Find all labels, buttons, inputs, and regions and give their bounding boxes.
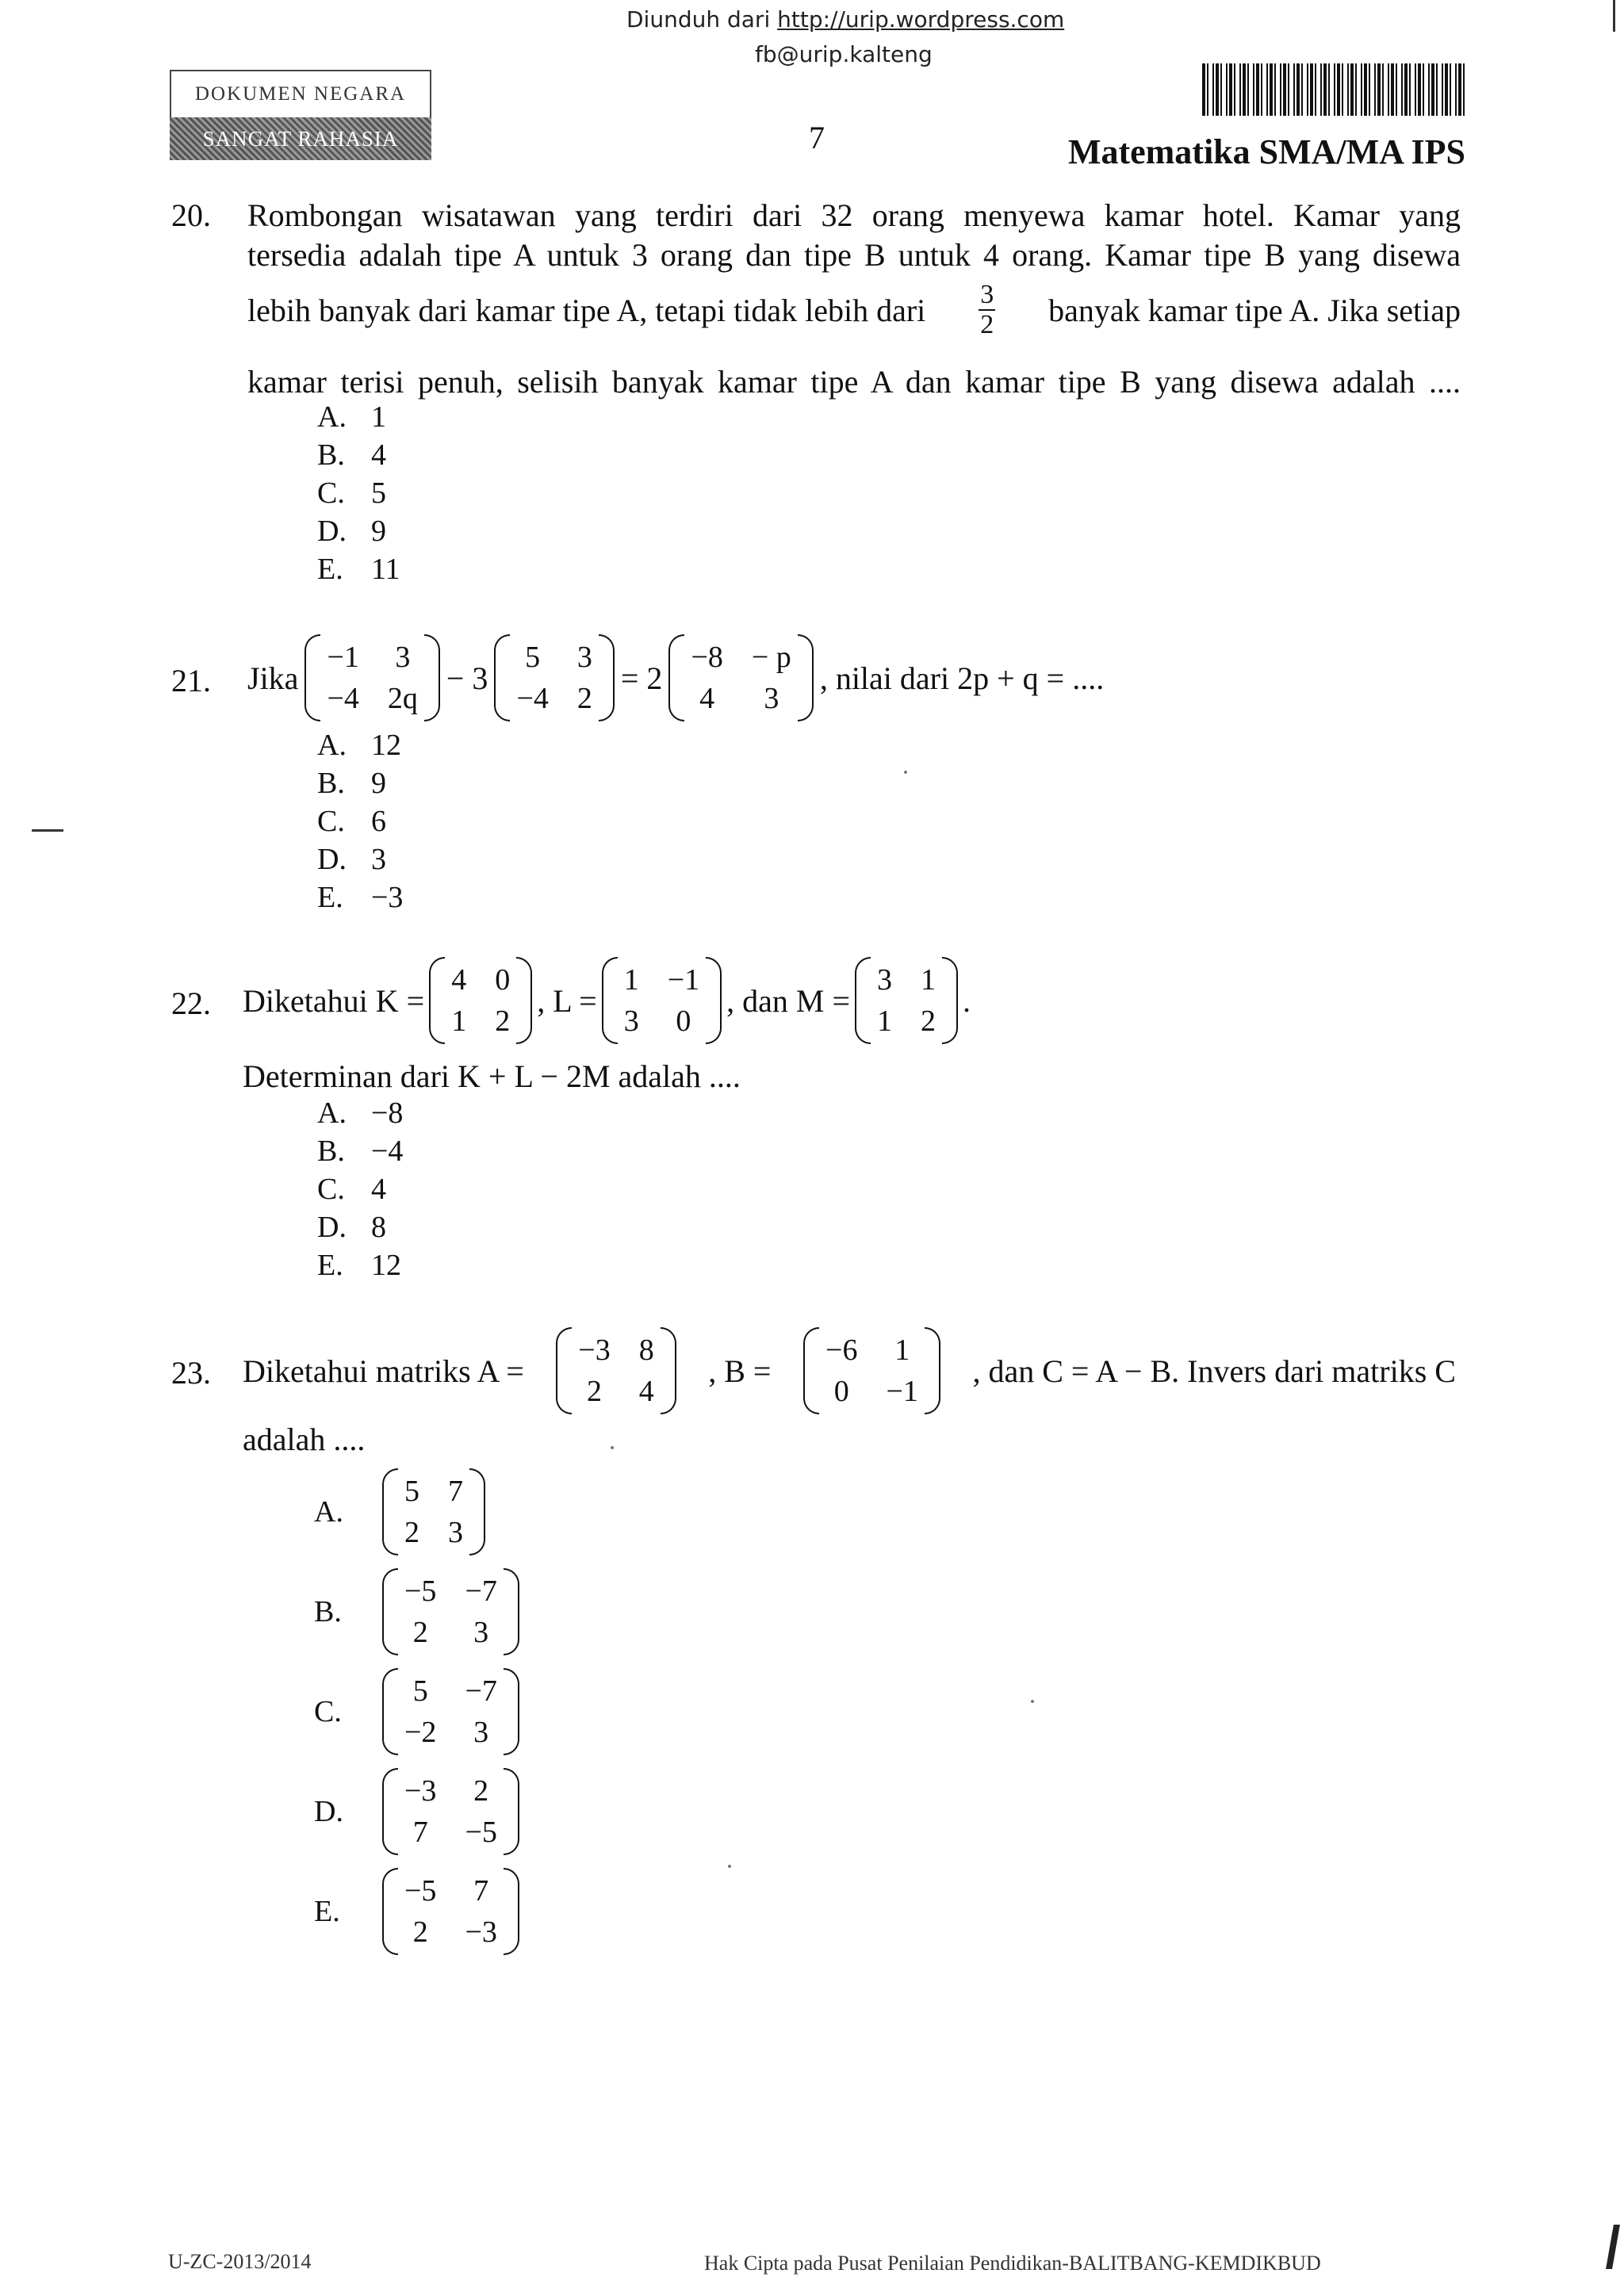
option-matrix xyxy=(382,1568,519,1655)
question-22-options xyxy=(317,1096,403,1286)
option-letter: D. xyxy=(314,1795,343,1828)
option-value: −3 xyxy=(371,881,404,914)
question-21-number: 21. xyxy=(171,663,211,698)
matrix-cell: 3 xyxy=(623,1004,639,1038)
matrix-a xyxy=(556,1327,676,1414)
footer-code: U-ZC-2013/2014 xyxy=(168,2250,312,2273)
scan-speck xyxy=(728,1865,731,1868)
page-number: 7 xyxy=(809,120,825,155)
matrix-cell: − p xyxy=(751,641,791,674)
fraction-numerator: 3 xyxy=(980,280,994,309)
label-l: , L = xyxy=(537,982,597,1019)
option-e[interactable] xyxy=(314,1862,519,1961)
option-letter: E. xyxy=(317,881,343,914)
matrix-cell: 5 xyxy=(404,1475,419,1508)
label-m: , dan M = xyxy=(726,982,851,1019)
matrix-3 xyxy=(668,634,813,721)
option-value: 4 xyxy=(371,1173,386,1206)
question-20-line-4: kamar terisi penuh, selisih banyak kamar tipe A dan kamar tipe B yang disewa adalah .... xyxy=(247,364,1461,400)
matrix-cell: 2q xyxy=(387,682,418,715)
matrix-cell: 0 xyxy=(495,963,511,997)
question-22-stem xyxy=(243,951,971,1050)
question-23-line-2: adalah .... xyxy=(243,1422,366,1457)
document-classification-box xyxy=(170,70,431,160)
question-21-intro: Jika xyxy=(247,660,299,696)
option-letter: C. xyxy=(314,1695,342,1728)
matrix-cell: 3 xyxy=(473,1616,489,1649)
source-prefix: Diunduh dari xyxy=(626,6,771,33)
matrix-cell: 7 xyxy=(448,1475,463,1508)
matrix-cell: 3 xyxy=(877,963,893,997)
barcode xyxy=(1202,63,1467,116)
option-value: 4 xyxy=(371,438,386,472)
source-link[interactable]: http://urip.wordpress.com xyxy=(777,6,1065,33)
matrix-cell: −1 xyxy=(886,1375,918,1408)
option-value: 8 xyxy=(371,1211,386,1244)
question-23-number: 23. xyxy=(171,1355,211,1391)
matrix-cell: −1 xyxy=(667,963,700,997)
option-value: 9 xyxy=(371,767,386,800)
option-matrix xyxy=(382,1868,519,1955)
question-23-intro: Diketahui matriks A = xyxy=(243,1353,524,1389)
question-23-options xyxy=(314,1462,519,1961)
option-e[interactable] xyxy=(317,552,400,590)
option-letter: A. xyxy=(314,1495,343,1529)
matrix-cell: 2 xyxy=(404,1516,419,1549)
matrix-cell: 1 xyxy=(623,963,639,997)
fraction-denominator: 2 xyxy=(980,310,994,339)
option-c[interactable] xyxy=(317,804,403,842)
option-letter: D. xyxy=(317,843,347,876)
scan-speck xyxy=(1031,1700,1034,1703)
matrix-cell: −6 xyxy=(825,1334,858,1367)
option-d[interactable] xyxy=(314,1762,519,1862)
option-letter: A. xyxy=(317,729,347,762)
option-value: 3 xyxy=(371,843,386,876)
matrix-cell: 5 xyxy=(412,1674,428,1708)
option-letter: E. xyxy=(317,1249,343,1282)
question-20-line-3 xyxy=(247,281,1461,339)
matrix-cell: 0 xyxy=(833,1375,849,1408)
option-b[interactable] xyxy=(317,438,400,476)
option-value: −8 xyxy=(371,1096,404,1130)
option-a[interactable] xyxy=(314,1462,519,1562)
question-22-number: 22. xyxy=(171,985,211,1021)
option-c[interactable] xyxy=(317,1172,403,1210)
matrix-cell: 2 xyxy=(412,1915,428,1949)
matrix-cell: −4 xyxy=(516,682,549,715)
option-e[interactable] xyxy=(317,880,403,918)
matrix-1 xyxy=(304,634,439,721)
question-20-options xyxy=(317,400,400,590)
option-a[interactable] xyxy=(317,728,403,766)
option-b[interactable] xyxy=(314,1562,519,1662)
matrix-cell: 4 xyxy=(699,682,715,715)
option-letter: A. xyxy=(317,1096,347,1130)
option-b[interactable] xyxy=(317,1134,403,1172)
source-facebook: fb@urip.kalteng xyxy=(755,41,933,67)
matrix-cell: 3 xyxy=(764,682,779,715)
matrix-cell: −1 xyxy=(327,641,359,674)
matrix-cell: 1 xyxy=(451,1004,467,1038)
option-a[interactable] xyxy=(317,400,400,438)
matrix-cell: −7 xyxy=(465,1674,497,1708)
option-letter: D. xyxy=(317,515,347,548)
doc-label: DOKUMEN NEGARA xyxy=(170,70,431,117)
matrix-cell: 0 xyxy=(676,1004,691,1038)
scan-speck xyxy=(904,771,907,774)
option-letter: D. xyxy=(317,1211,347,1244)
option-value: 6 xyxy=(371,805,386,838)
scan-mark xyxy=(32,829,63,832)
matrix-cell: 2 xyxy=(587,1375,602,1408)
matrix-cell: 2 xyxy=(412,1616,428,1649)
option-matrix xyxy=(382,1768,519,1855)
scan-edge-mark-bottom xyxy=(1606,2225,1620,2269)
option-letter: A. xyxy=(317,400,347,434)
source-line xyxy=(626,6,1064,33)
matrix-cell: −3 xyxy=(404,1774,437,1808)
option-d[interactable] xyxy=(317,514,400,552)
question-20-line-2: tersedia adalah tipe A untuk 3 orang dan tipe B untuk 4 orang. Kamar tipe B yang disewa xyxy=(247,237,1461,273)
question-20-line-1: Rombongan wisatawan yang terdiri dari 32 orang menyewa kamar hotel. Kamar yang xyxy=(247,197,1461,233)
question-21-options xyxy=(317,728,403,918)
operator-equals-2: = 2 xyxy=(620,660,663,696)
scan-edge-mark xyxy=(1613,0,1615,32)
matrix-cell: −2 xyxy=(404,1716,437,1749)
matrix-cell: −3 xyxy=(578,1334,611,1367)
matrix-cell: 2 xyxy=(473,1774,489,1808)
matrix-l xyxy=(602,957,722,1044)
question-20-line-3b: banyak kamar tipe A. Jika setiap xyxy=(1048,292,1461,328)
option-value: 1 xyxy=(371,400,386,434)
matrix-cell: 1 xyxy=(921,963,936,997)
matrix-cell: −5 xyxy=(465,1816,497,1849)
option-value: 12 xyxy=(371,729,401,762)
question-21-tail: , nilai dari 2p + q = .... xyxy=(819,660,1105,696)
option-letter: E. xyxy=(317,553,343,586)
option-value: 12 xyxy=(371,1249,401,1282)
option-c[interactable] xyxy=(317,476,400,514)
operator-minus-3: − 3 xyxy=(446,660,488,696)
matrix-cell: 7 xyxy=(412,1816,428,1849)
matrix-cell: 2 xyxy=(495,1004,511,1038)
matrix-cell: −7 xyxy=(465,1575,497,1608)
question-22-line-2: Determinan dari K + L − 2M adalah .... xyxy=(243,1058,741,1094)
matrix-cell: 1 xyxy=(894,1334,910,1367)
scan-speck xyxy=(611,1446,614,1449)
option-letter: C. xyxy=(317,476,345,510)
matrix-cell: 4 xyxy=(638,1375,654,1408)
fraction-three-halves xyxy=(979,281,995,339)
question-23-tail: , dan C = A − B. Invers dari matriks C xyxy=(972,1353,1456,1389)
option-letter: B. xyxy=(317,438,345,472)
matrix-cell: −3 xyxy=(465,1915,497,1949)
option-letter: B. xyxy=(317,767,345,800)
option-matrix xyxy=(382,1468,485,1556)
matrix-cell: 4 xyxy=(451,963,467,997)
matrix-cell: 2 xyxy=(576,682,592,715)
footer-copyright: Hak Cipta pada Pusat Penilaian Pendidikan-BALITBANG-KEMDIKBUD xyxy=(704,2252,1321,2275)
question-22-intro: Diketahui K = xyxy=(243,982,425,1019)
matrix-cell: −4 xyxy=(327,682,359,715)
matrix-cell: 2 xyxy=(921,1004,936,1038)
option-d[interactable] xyxy=(317,842,403,880)
option-c[interactable] xyxy=(314,1662,519,1762)
matrix-cell: 7 xyxy=(473,1874,489,1908)
matrix-cell: 3 xyxy=(395,641,411,674)
question-22-end: . xyxy=(963,982,971,1019)
matrix-m xyxy=(855,957,958,1044)
option-letter: C. xyxy=(317,1173,345,1206)
subject-title: Matematika SMA/MA IPS xyxy=(1067,132,1465,171)
question-20-line-3a: lebih banyak dari kamar tipe A, tetapi tidak lebih dari xyxy=(247,292,926,328)
option-value: −4 xyxy=(371,1135,404,1168)
matrix-cell: 8 xyxy=(638,1334,654,1367)
option-matrix xyxy=(382,1668,519,1755)
matrix-2 xyxy=(494,634,614,721)
matrix-cell: 3 xyxy=(448,1516,463,1549)
matrix-k xyxy=(429,957,532,1044)
option-letter: C. xyxy=(317,805,345,838)
option-letter: B. xyxy=(317,1135,345,1168)
option-letter: E. xyxy=(314,1895,340,1928)
matrix-cell: −8 xyxy=(691,641,723,674)
matrix-cell: 5 xyxy=(525,641,541,674)
option-letter: B. xyxy=(314,1595,342,1628)
matrix-cell: 3 xyxy=(473,1716,489,1749)
matrix-cell: −5 xyxy=(404,1575,437,1608)
matrix-cell: 3 xyxy=(576,641,592,674)
option-a[interactable] xyxy=(317,1096,403,1134)
secret-label: SANGAT RAHASIA xyxy=(170,117,431,160)
option-d[interactable] xyxy=(317,1210,403,1248)
option-value: 9 xyxy=(371,515,386,548)
label-b: , B = xyxy=(708,1353,772,1389)
option-value: 5 xyxy=(371,476,386,510)
option-b[interactable] xyxy=(317,766,403,804)
question-23-stem xyxy=(243,1319,1456,1422)
question-21-stem xyxy=(247,626,1104,729)
option-e[interactable] xyxy=(317,1248,403,1286)
matrix-cell: 1 xyxy=(877,1004,893,1038)
matrix-b xyxy=(803,1327,940,1414)
matrix-cell: −5 xyxy=(404,1874,437,1908)
question-20-number: 20. xyxy=(171,197,211,233)
option-value: 11 xyxy=(371,553,400,586)
